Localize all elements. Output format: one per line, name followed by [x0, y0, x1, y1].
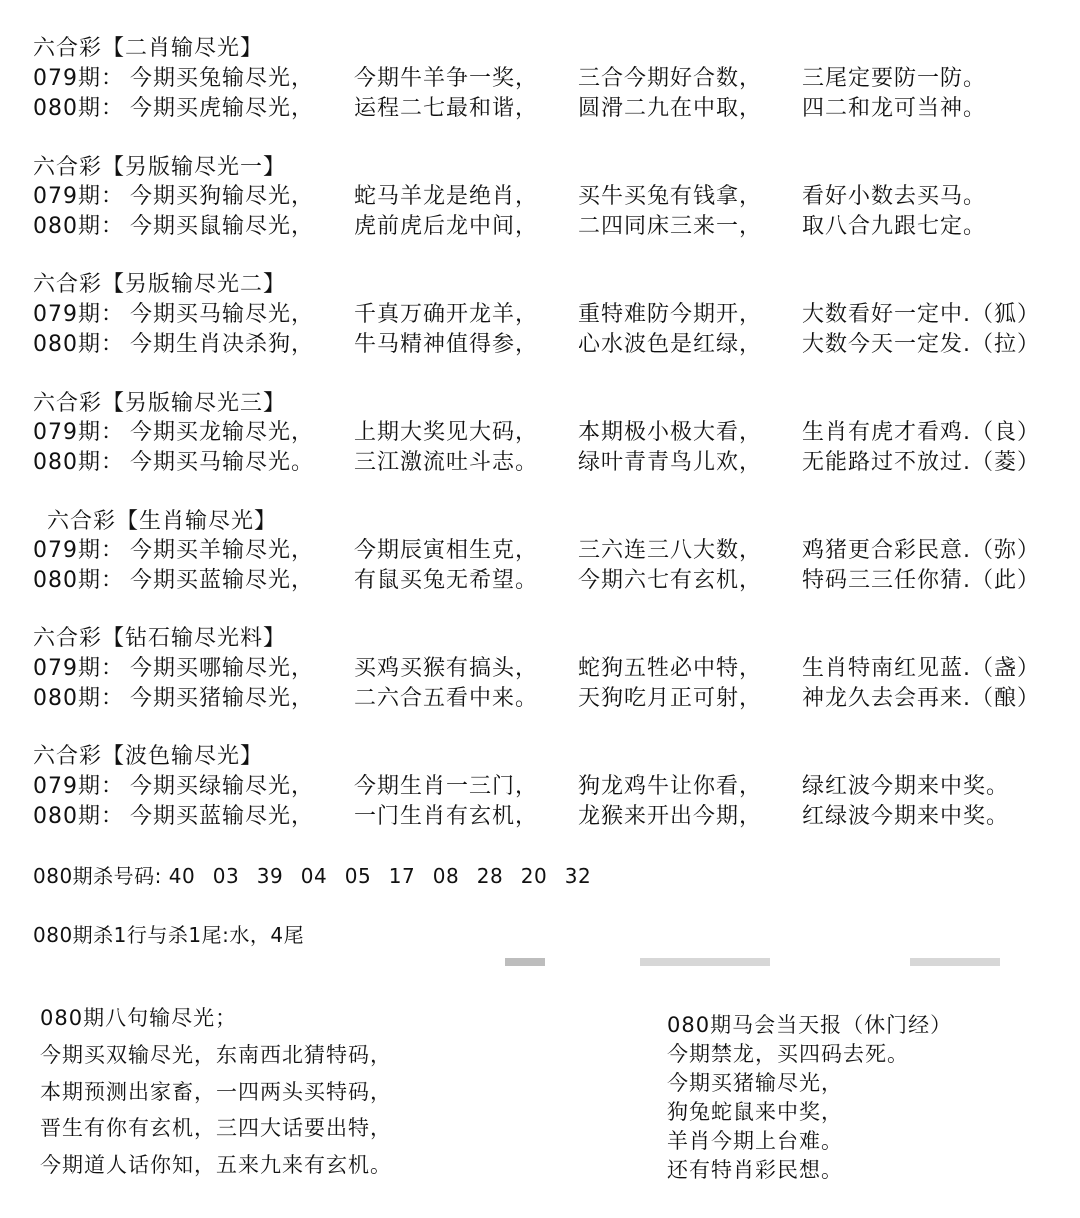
verse-seg-2: 一门生肖有玄机， [354, 804, 539, 829]
verse-seg-4: 绿红波今期来中奖。 [802, 774, 1010, 799]
poem-right-line: 今期禁龙，买四码去死。 [667, 1042, 909, 1066]
period-label: 079期： [33, 420, 124, 445]
kill-number: 32 [564, 864, 592, 888]
kill-number: 03 [212, 864, 240, 888]
verse-seg-3: 绿叶青青鸟儿欢， [578, 450, 763, 475]
verse-seg-3: 三合今期好合数， [578, 66, 763, 91]
verse-seg-2: 虎前虎后龙中间， [354, 214, 539, 239]
verse-seg-3: 二四同床三来一， [578, 214, 763, 239]
verse-seg-4: 四二和龙可当神。 [802, 96, 987, 121]
verse-seg-2: 蛇马羊龙是绝肖， [354, 184, 539, 209]
section-title: 六合彩【另版输尽光一】 [33, 155, 287, 180]
kill-element-line: 080期杀1行与杀1尾:水，4尾 [33, 923, 305, 947]
verse-seg-1: 今期生肖决杀狗， [130, 332, 315, 357]
verse-seg-3: 狗龙鸡牛让你看， [578, 774, 763, 799]
poem-left-line: 本期预测出家畜，一四两头买特码， [40, 1080, 392, 1104]
verse-seg-2: 二六合五看中来。 [354, 686, 539, 711]
verse-seg-3: 圆滑二九在中取， [578, 96, 763, 121]
period-label: 079期： [33, 66, 124, 91]
verse-seg-1: 今期买猪输尽光， [130, 686, 315, 711]
poem-right-line: 羊肖今期上台难。 [667, 1129, 843, 1153]
poem-right-title: 080期马会当天报（休门经） [667, 1013, 953, 1037]
verse-seg-1: 今期买蓝输尽光， [130, 804, 315, 829]
kill-number: 05 [344, 864, 372, 888]
verse-seg-1: 今期买马输尽光。 [130, 450, 315, 475]
verse-seg-1: 今期买绿输尽光， [130, 774, 315, 799]
kill-numbers-line [33, 863, 609, 889]
verse-seg-3: 蛇狗五牲必中特， [578, 656, 763, 681]
section-title: 六合彩【钻石输尽光料】 [33, 626, 287, 651]
verse-seg-3: 本期极小极大看， [578, 420, 763, 445]
poem-left-line: 晋生有你有玄机，三四大话要出特， [40, 1116, 392, 1140]
verse-seg-2: 今期辰寅相生克， [354, 538, 539, 563]
period-label: 080期： [33, 568, 124, 593]
verse-seg-4: 红绿波今期来中奖。 [802, 804, 1010, 829]
period-label: 079期： [33, 302, 124, 327]
verse-seg-3: 龙猴来开出今期， [578, 804, 763, 829]
period-label: 079期： [33, 774, 124, 799]
verse-seg-4: 神龙久去会再来.（酿） [802, 686, 1040, 711]
kill-number: 40 [168, 864, 196, 888]
period-label: 079期： [33, 538, 124, 563]
scan-artifact [910, 958, 1000, 966]
verse-seg-3: 三六连三八大数， [578, 538, 763, 563]
verse-seg-3: 心水波色是红绿， [578, 332, 763, 357]
verse-seg-2: 有鼠买兔无希望。 [354, 568, 539, 593]
verse-seg-1: 今期买蓝输尽光， [130, 568, 315, 593]
section-title: 六合彩【另版输尽光三】 [33, 391, 287, 416]
period-label: 079期： [33, 184, 124, 209]
verse-seg-3: 买牛买兔有钱拿， [578, 184, 763, 209]
verse-seg-4: 鸡猪更合彩民意.（弥） [802, 538, 1040, 563]
kill-numbers-list [169, 863, 609, 889]
poem-right-line: 狗兔蛇鼠来中奖， [667, 1100, 843, 1124]
verse-seg-4: 生肖有虎才看鸡.（良） [802, 420, 1040, 445]
verse-seg-1: 今期买兔输尽光， [130, 66, 315, 91]
verse-seg-2: 上期大奖见大码， [354, 420, 539, 445]
period-label: 080期： [33, 686, 124, 711]
verse-seg-2: 千真万确开龙羊， [354, 302, 539, 327]
verse-seg-1: 今期买鼠输尽光， [130, 214, 315, 239]
poem-left-title: 080期八句输尽光； [40, 1006, 238, 1030]
period-label: 080期： [33, 96, 124, 121]
verse-seg-4: 三尾定要防一防。 [802, 66, 987, 91]
verse-seg-4: 特码三三任你猜.（此） [802, 568, 1040, 593]
verse-seg-1: 今期买哪输尽光， [130, 656, 315, 681]
period-label: 080期： [33, 450, 124, 475]
poem-left-line: 今期买双输尽光，东南西北猜特码， [40, 1043, 392, 1067]
verse-seg-3: 今期六七有玄机， [578, 568, 763, 593]
verse-seg-2: 买鸡买猴有搞头， [354, 656, 539, 681]
verse-seg-4: 取八合九跟七定。 [802, 214, 987, 239]
verse-seg-1: 今期买虎输尽光， [130, 96, 315, 121]
verse-seg-2: 今期生肖一三门， [354, 774, 539, 799]
poem-right-line: 今期买猪输尽光， [667, 1071, 843, 1095]
kill-number: 28 [476, 864, 504, 888]
kill-number: 08 [432, 864, 460, 888]
kill-number: 20 [520, 864, 548, 888]
verse-seg-1: 今期买龙输尽光， [130, 420, 315, 445]
verse-seg-1: 今期买羊输尽光， [130, 538, 315, 563]
scan-artifact [505, 958, 545, 966]
kill-number: 04 [300, 864, 328, 888]
poem-left-line: 今期道人话你知，五来九来有玄机。 [40, 1153, 392, 1177]
section-title: 六合彩【生肖输尽光】 [47, 509, 278, 534]
kill-numbers-label: 080期杀号码: [33, 864, 162, 888]
verse-seg-4: 无能路过不放过.（菱） [802, 450, 1040, 475]
verse-seg-4: 大数看好一定中.（狐） [802, 302, 1040, 327]
section-title: 六合彩【波色输尽光】 [33, 744, 264, 769]
period-label: 080期： [33, 804, 124, 829]
period-label: 080期： [33, 214, 124, 239]
verse-seg-1: 今期买狗输尽光， [130, 184, 315, 209]
verse-seg-3: 天狗吃月正可射， [578, 686, 763, 711]
scan-artifact [640, 958, 770, 966]
verse-seg-2: 今期牛羊争一奖， [354, 66, 539, 91]
section-title: 六合彩【二肖输尽光】 [33, 36, 264, 61]
verse-seg-4: 生肖特南红见蓝.（盏） [802, 656, 1040, 681]
verse-seg-3: 重特难防今期开， [578, 302, 763, 327]
verse-seg-4: 看好小数去买马。 [802, 184, 987, 209]
verse-seg-2: 三江激流吐斗志。 [354, 450, 539, 475]
kill-number: 17 [388, 864, 416, 888]
verse-seg-1: 今期买马输尽光， [130, 302, 315, 327]
poem-right-line: 还有特肖彩民想。 [667, 1158, 843, 1182]
verse-seg-2: 运程二七最和谐， [354, 96, 539, 121]
verse-seg-4: 大数今天一定发.（拉） [802, 332, 1040, 357]
period-label: 080期： [33, 332, 124, 357]
section-title: 六合彩【另版输尽光二】 [33, 272, 287, 297]
kill-number: 39 [256, 864, 284, 888]
period-label: 079期： [33, 656, 124, 681]
verse-seg-2: 牛马精神值得参， [354, 332, 539, 357]
